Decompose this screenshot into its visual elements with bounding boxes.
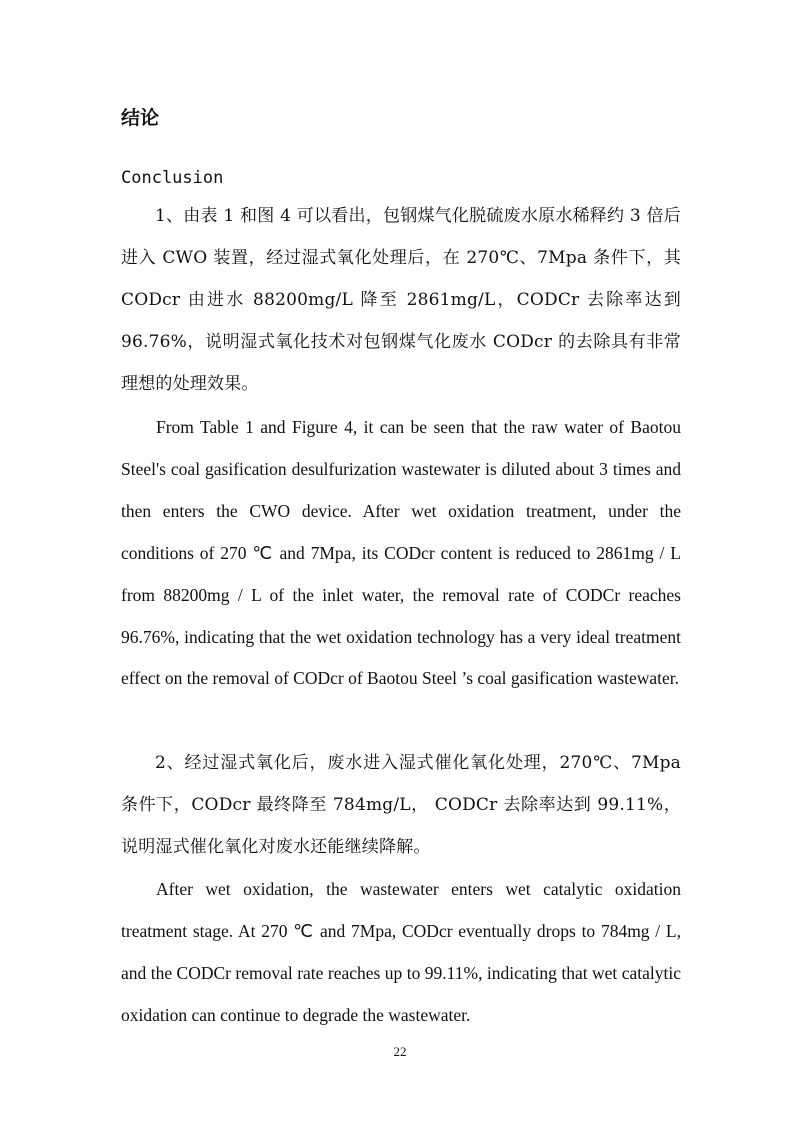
section-heading: 结论 [121,107,160,129]
paragraph-chinese-2: 2、经过湿式氧化后，废水进入湿式催化氧化处理，270℃、7Mpa 条件下，CODcr 最终降至 784mg/L， CODCr 去除率达到 99.11%，说明湿式催化氧化对废水还能继续降解。 [121,753,681,857]
section-subheading: Conclusion [121,168,224,188]
paragraph-english-1: From Table 1 and Figure 4, it can be seen that the raw water of Baotou Steel's coal gasification desulfurization wastewater is diluted about 3 times and then enters the CWO device. After wet oxidation treatment, under the conditions of 270 ℃ and 7Mpa, its CODcr content is reduced to 2861mg / L from 88200mg / L of the inlet water, the removal rate of CODCr reaches 96.76%, indicating that the wet oxidation technology has a very ideal treatment effect on the removal of CODcr of Baotou Steel ’s coal gasification wastewater. [121,417,681,689]
paragraph-english-2: After wet oxidation, the wastewater enters wet catalytic oxidation treatment stage. At 270 ℃ and 7Mpa, CODcr eventually drops to 784mg / L, and the CODCr removal rate reaches up to 99.11%, indicating that wet catalytic oxidation can continue to degrade the wastewater. [121,879,681,1025]
paragraph-chinese-1: 1、由表 1 和图 4 可以看出，包钢煤气化脱硫废水原水稀释约 3 倍后进入 CWO 装置，经过湿式氧化处理后，在 270℃、7Mpa 条件下，其 CODcr 由进水 88200mg/L 降至 2861mg/L，CODCr 去除率达到 96.76%，说明湿式氧化技术对包钢煤气化废水 CODcr 的去除具有非常理想的处理效果。 [121,206,681,394]
page-number: 22 [393,1044,407,1059]
